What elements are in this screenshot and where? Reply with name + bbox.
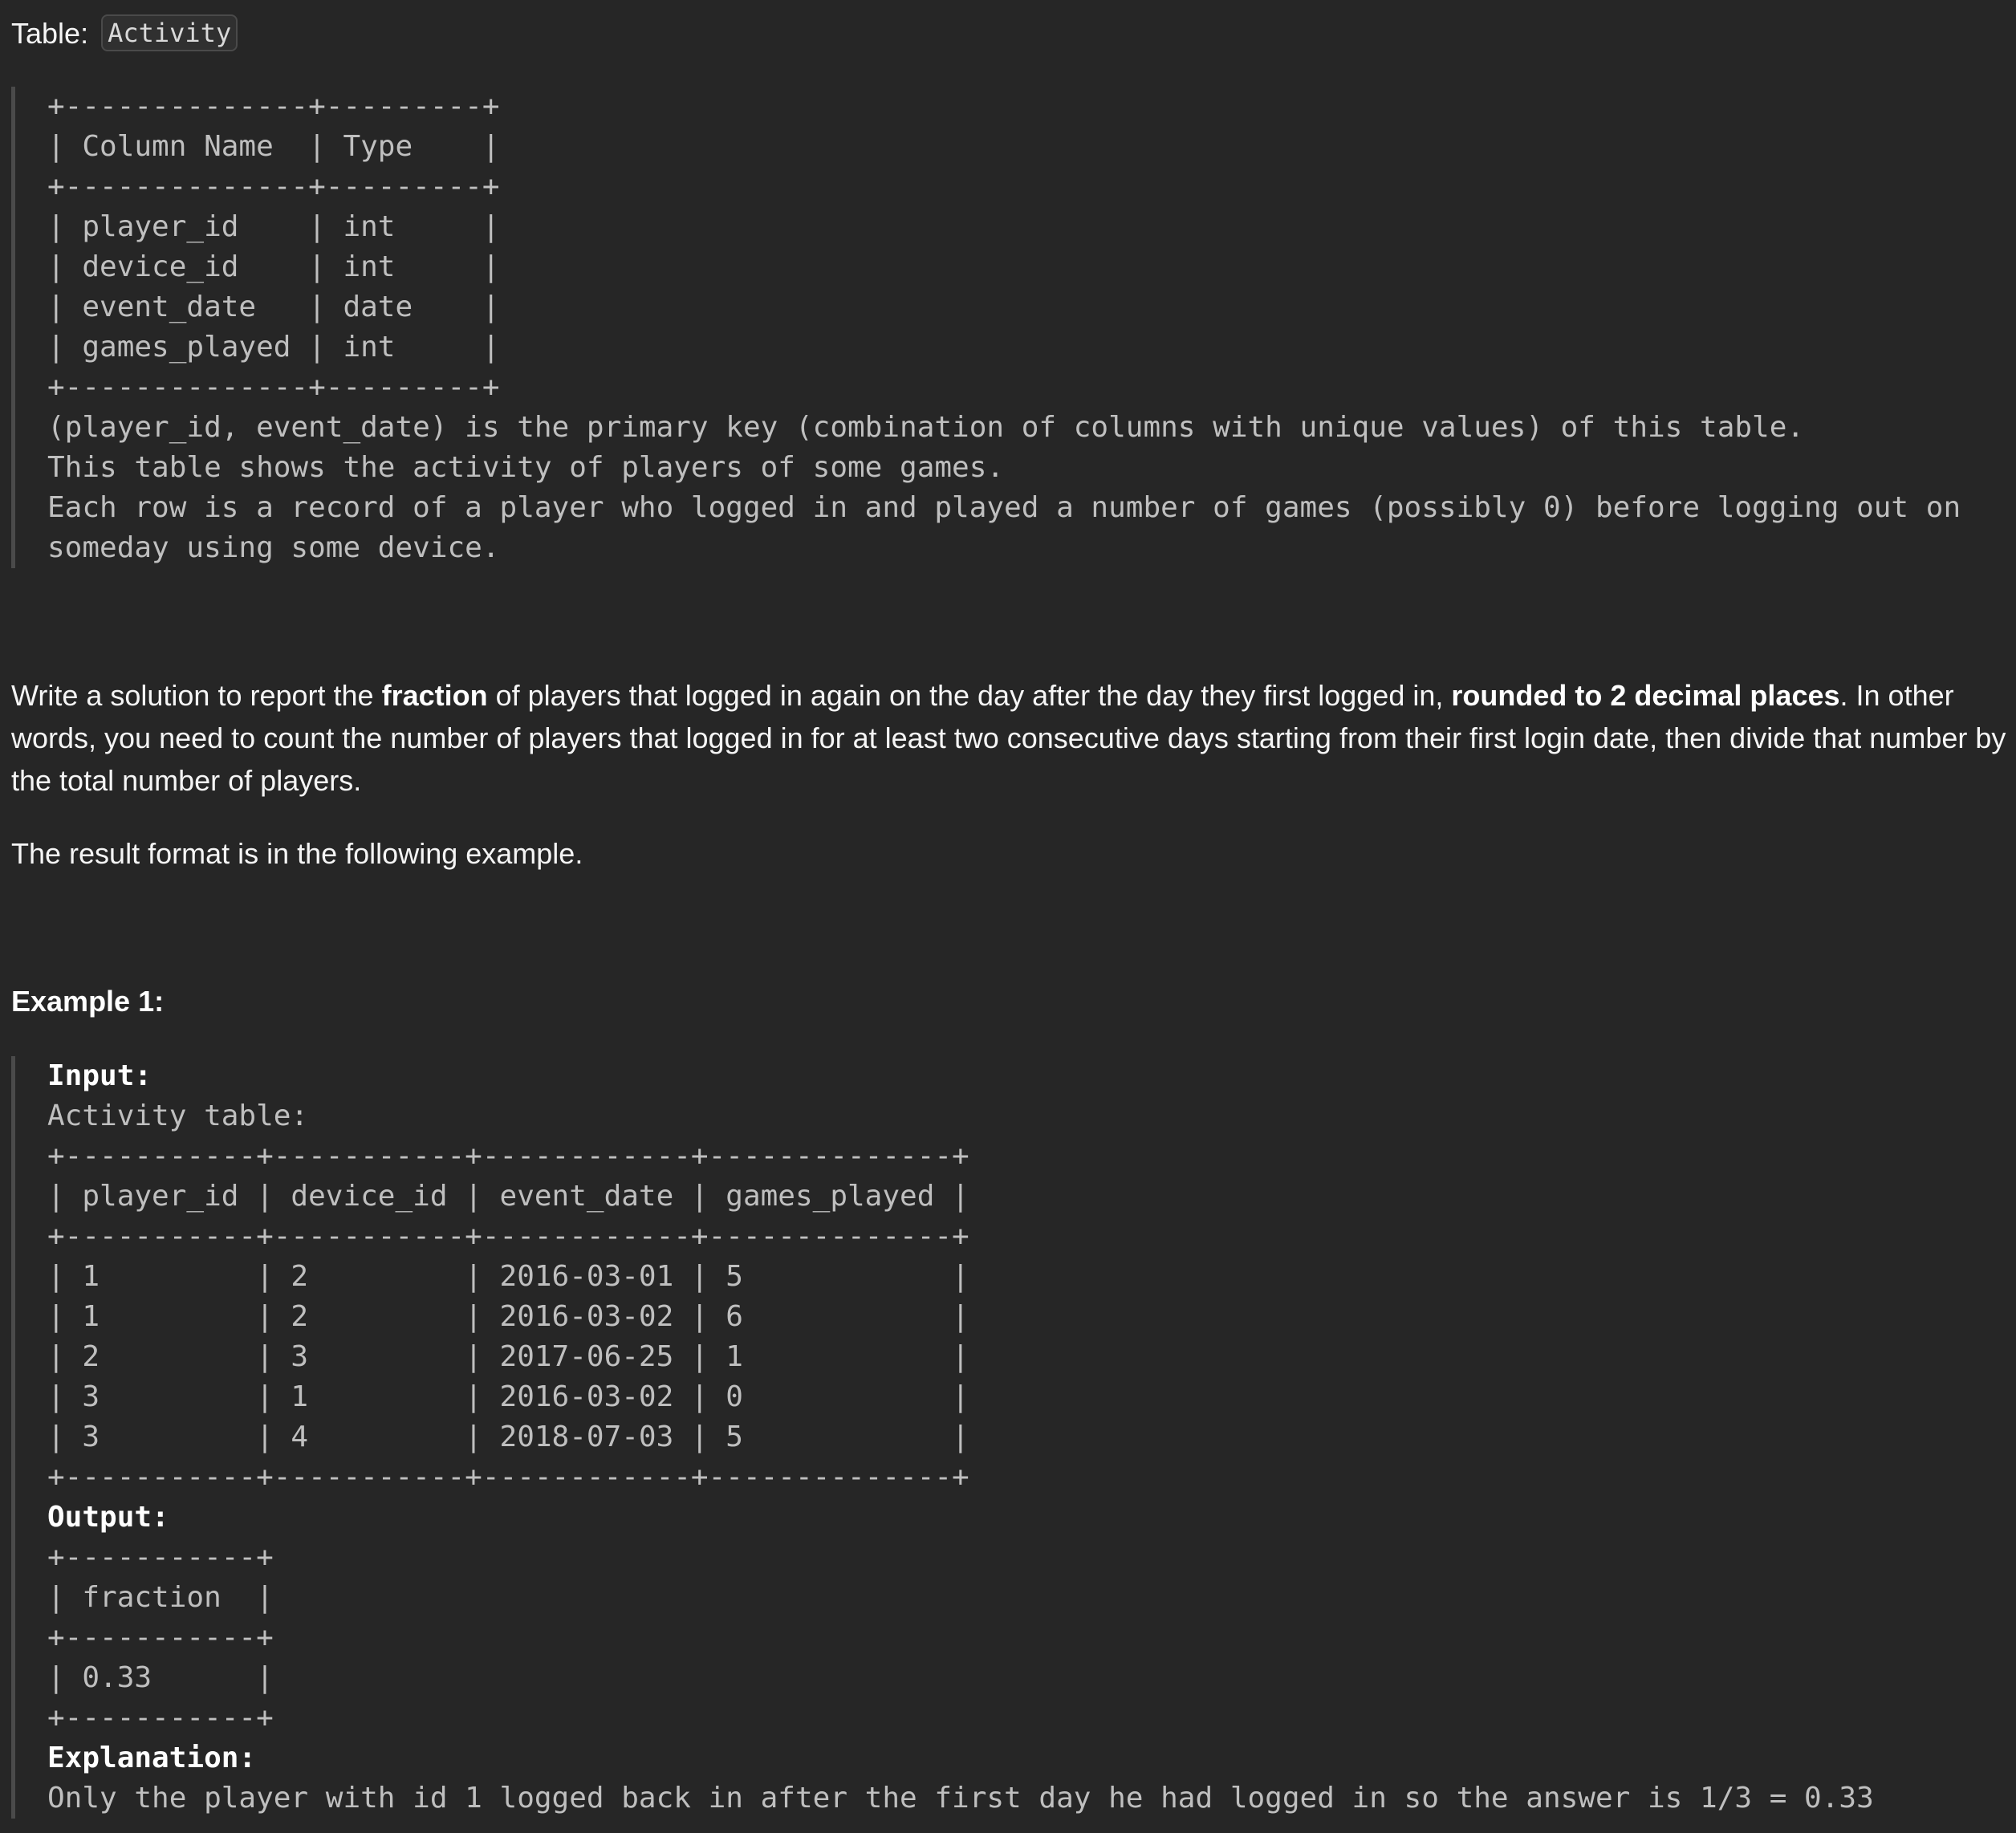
schema-line: +--------------+---------+ [47,170,500,203]
description-paragraph [11,674,2010,802]
description-emphasis-fraction: fraction [381,679,488,712]
table-label-line [11,14,238,53]
description-text: Write a solution to report the [11,679,382,712]
input-label: Input: [47,1059,152,1092]
input-line: | 3 | 1 | 2016-03-02 | 0 | [47,1380,969,1413]
example-pre [15,1056,1874,1819]
example-block [11,1056,1874,1819]
output-line: +-----------+ [47,1541,274,1574]
input-line: | player_id | device_id | event_date | games_played | [47,1180,969,1213]
input-line: | 1 | 2 | 2016-03-02 | 6 | [47,1300,969,1333]
table-name-code: Activity [101,14,238,51]
schema-line: +--------------+---------+ [47,371,500,404]
schema-line: | player_id | int | [47,210,500,243]
schema-line: | games_played | int | [47,331,500,364]
schema-pre [15,87,1961,568]
output-label: Output: [47,1501,169,1534]
example-heading: Example 1: [11,985,165,1018]
input-line: +-----------+-----------+------------+--------------+ [47,1220,969,1253]
description-emphasis-rounding: rounded to 2 decimal places [1451,679,1840,712]
table-label: Table: [11,17,89,50]
schema-block [11,87,1961,568]
output-line: +-----------+ [47,1621,274,1654]
schema-line: someday using some device. [47,531,500,564]
input-line: +-----------+-----------+------------+--------------+ [47,1461,969,1494]
input-table-caption: Activity table: [47,1099,309,1132]
output-line: +-----------+ [47,1701,274,1734]
schema-line: Each row is a record of a player who logged in and played a number of games (possibly 0) before logging out on [47,491,1961,524]
input-line: | 2 | 3 | 2017-06-25 | 1 | [47,1340,969,1373]
input-line: +-----------+-----------+------------+--------------+ [47,1140,969,1173]
explanation-text: Only the player with id 1 logged back in after the first day he had logged in so the answer is 1/3 = 0.33 [47,1782,1874,1815]
input-line: | 1 | 2 | 2016-03-01 | 5 | [47,1260,969,1293]
result-format-paragraph: The result format is in the following example. [11,837,583,870]
schema-line: | event_date | date | [47,291,500,323]
input-line: | 3 | 4 | 2018-07-03 | 5 | [47,1420,969,1453]
output-line: | fraction | [47,1581,274,1614]
schema-line: +--------------+---------+ [47,90,500,123]
schema-line: This table shows the activity of players of some games. [47,451,1005,484]
schema-line: | Column Name | Type | [47,130,500,163]
schema-line: | device_id | int | [47,250,500,283]
explanation-label: Explanation: [47,1742,257,1774]
output-line: | 0.33 | [47,1661,274,1694]
description-text: of players that logged in again on the day after the day they first logged in, [487,679,1452,712]
description-text: . In other words, you need to count the number of players that logged in for at least two consecutive days starting from their first login date, then divide that number by the total number of players. [11,679,2006,797]
schema-line: (player_id, event_date) is the primary key (combination of columns with unique values) of this table. [47,411,1805,444]
